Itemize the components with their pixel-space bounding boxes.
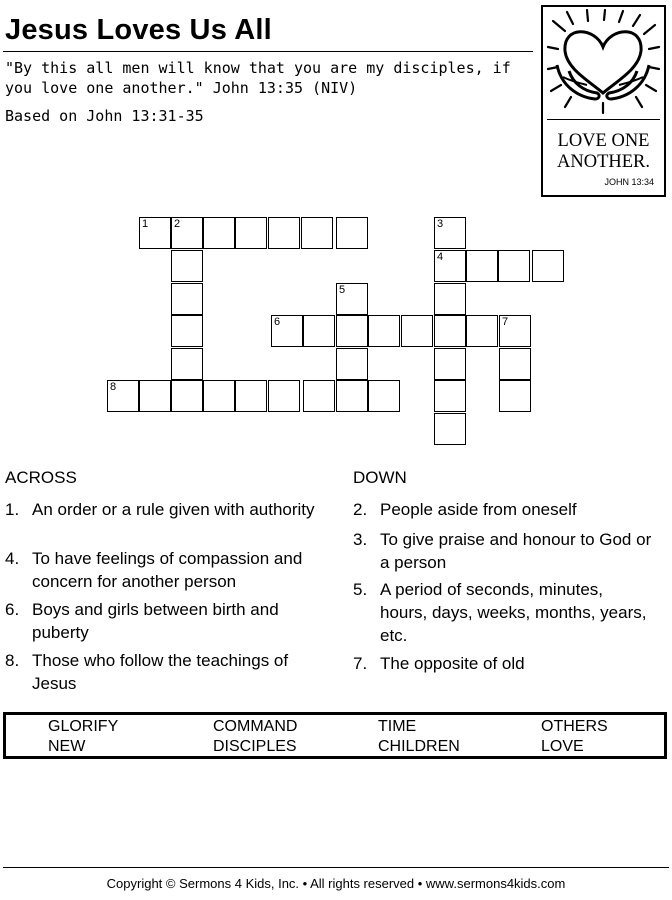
crossword-cell[interactable] [434,348,466,380]
crossword-cell[interactable] [498,250,530,282]
crossword-cell[interactable] [434,380,466,412]
word-bank-item: OTHERS [541,718,608,735]
based-on-reference: Based on John 13:31-35 [5,107,204,125]
crossword-cell[interactable] [368,380,400,412]
clue-text: People aside from oneself [380,500,577,519]
logo-reference: JOHN 13:34 [604,177,654,187]
word-bank-item: GLORIFY [48,718,119,735]
word-bank-item: CHILDREN [378,738,460,755]
crossword-cell[interactable] [401,315,433,347]
crossword-cell[interactable] [171,380,203,412]
crossword-cell[interactable] [434,250,466,282]
crossword-cell[interactable] [336,217,368,249]
clue-number: 1. [5,500,20,519]
footer-divider [3,867,669,868]
word-bank [3,712,667,759]
clue-number: 1 [142,218,149,230]
clue-text: A period of seconds, minutes, hours, days, weeks, months, years, etc. [380,580,647,645]
crossword-cell[interactable] [336,380,368,412]
crossword-cell[interactable] [434,413,466,445]
crossword-cell[interactable] [499,380,531,412]
clue-text: Those who follow the teachings of Jesus [32,651,289,693]
down-heading: DOWN [353,468,407,487]
clue-number: 6 [274,316,281,328]
crossword-cell[interactable] [303,315,335,347]
word-bank-item: LOVE [541,738,584,755]
crossword-cell[interactable] [171,348,203,380]
crossword-cell[interactable] [301,217,333,249]
down-clue [353,498,653,521]
logo-line-2: ANOTHER. [556,152,650,172]
crossword-cell[interactable] [171,315,203,347]
word-bank-item: COMMAND [213,718,298,735]
clue-number: 5. [353,580,368,599]
crossword-cell[interactable] [271,315,303,347]
across-clue [5,598,325,644]
logo-divider [547,119,660,120]
across-clue [5,498,325,521]
crossword-cell[interactable] [336,348,368,380]
clue-number: 4 [437,251,444,263]
crossword-cell[interactable] [303,380,335,412]
crossword-cell[interactable] [434,315,466,347]
heart-in-hands-icon [543,7,664,119]
title-divider [3,51,533,52]
down-clue [353,578,653,647]
crossword-cell[interactable] [466,250,498,282]
clue-text: The opposite of old [380,654,525,673]
clue-number: 8 [110,381,117,393]
clue-number: 2. [353,500,368,519]
crossword-cell[interactable] [434,217,466,249]
clue-text: An order or a rule given with authority [32,500,315,519]
clue-number: 7. [353,654,368,673]
crossword-cell[interactable] [336,283,368,315]
scripture-verse: "By this all men will know that you are my disciples, if you love one another." John 13:35 (NIV) [5,59,511,97]
crossword-cell[interactable] [139,217,171,249]
clue-number: 7 [502,316,509,328]
clue-text: To give praise and honour to God or a person [380,530,652,572]
logo-line-1: LOVE ONE [557,131,650,151]
clue-text: Boys and girls between birth and puberty [32,600,279,642]
crossword-cell[interactable] [235,380,267,412]
crossword-cell[interactable] [107,380,139,412]
word-bank-item: DISCIPLES [213,738,297,755]
across-heading: ACROSS [5,468,77,487]
page-title: Jesus Loves Us All [5,14,272,46]
clue-number: 4. [5,549,20,568]
crossword-cell[interactable] [368,315,400,347]
clue-number: 3. [353,530,368,549]
crossword-cell[interactable] [499,315,531,347]
clue-number: 3 [437,218,444,230]
word-bank-item: TIME [378,718,417,735]
crossword-cell[interactable] [336,315,368,347]
clue-number: 6. [5,600,20,619]
crossword-cell[interactable] [171,217,203,249]
crossword-cell[interactable] [139,380,171,412]
clue-number: 5 [339,284,346,296]
across-clue [5,547,325,593]
crossword-cell[interactable] [235,217,267,249]
crossword-cell[interactable] [171,250,203,282]
crossword-cell[interactable] [268,380,300,412]
crossword-cell[interactable] [203,380,235,412]
crossword-cell[interactable] [268,217,300,249]
across-clue [5,649,325,695]
copyright-footer: Copyright © Sermons 4 Kids, Inc. • All rights reserved • www.sermons4kids.com [106,876,566,891]
crossword-cell[interactable] [171,283,203,315]
word-bank-item: NEW [48,738,86,755]
clue-number: 8. [5,651,20,670]
clue-text: To have feelings of compassion and concern for another person [32,549,303,591]
crossword-cell[interactable] [203,217,235,249]
crossword-cell[interactable] [499,348,531,380]
crossword-cell[interactable] [466,315,498,347]
down-clue [353,528,653,574]
clue-number: 2 [174,218,181,230]
down-clue [353,652,653,675]
crossword-cell[interactable] [532,250,564,282]
crossword-cell[interactable] [434,283,466,315]
love-one-another-logo [541,5,666,197]
